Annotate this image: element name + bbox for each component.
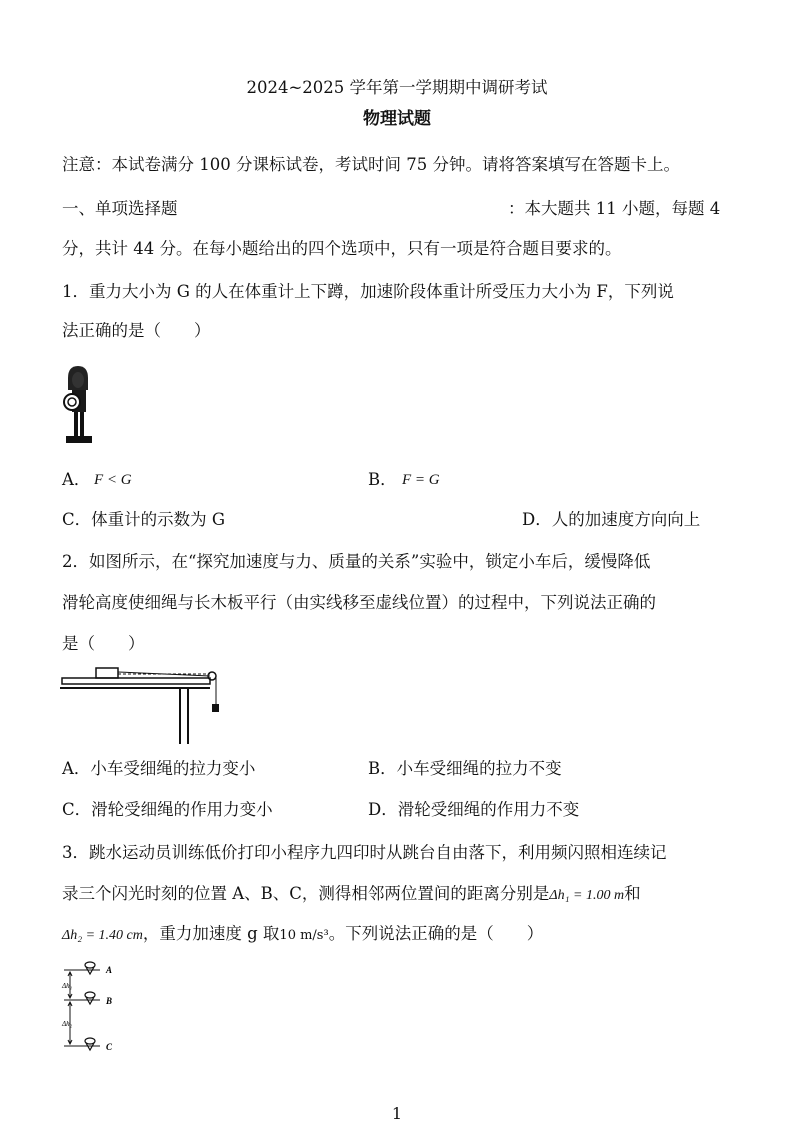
fig-label-c: C xyxy=(106,1042,113,1052)
q1-option-b: F = G xyxy=(402,472,440,488)
q1-stem-line2: 法正确的是（ ） xyxy=(62,321,211,340)
q2-stem-line2: 滑轮高度使细绳与长木板平行（由实线移至虚线位置）的过程中，下列说法正确的 xyxy=(62,593,656,612)
diver-positions-figure xyxy=(60,958,130,1058)
fig-label-a: A xyxy=(106,965,113,975)
q1-option-a-label: A． xyxy=(62,470,91,489)
fig-dh2-label: Δh₂ xyxy=(62,1020,73,1028)
diver-c-icon xyxy=(85,1038,95,1050)
q1-option-c: C．体重计的示数为 G xyxy=(62,510,226,529)
q3-dh2: Δh₂ = 1.40 cm xyxy=(62,928,143,943)
subject-title: 物理试题 xyxy=(363,109,431,129)
q2-stem-line3: 是（ ） xyxy=(62,634,145,653)
q2-option-b: B．小车受细绳的拉力不变 xyxy=(368,759,562,778)
q3-line2-text: 录三个闪光时刻的位置 A、B、C，测得相邻两位置间的距离分别是 xyxy=(62,884,550,903)
q2-option-d: D．滑轮受细绳的作用力不变 xyxy=(368,800,580,819)
exam-title: 2024~2025 学年第一学期期中调研考试 xyxy=(246,78,548,97)
q1-stem-line1: 1．重力大小为 G 的人在体重计上下蹲，加速阶段体重计所受压力大小为 F，下列说 xyxy=(62,282,674,301)
q2-stem-line1: 2．如图所示，在“探究加速度与力、质量的关系”实验中，锁定小车后，缓慢降低 xyxy=(62,552,651,571)
fig-label-b: B xyxy=(106,996,113,1006)
q1-option-a: F < G xyxy=(94,472,132,488)
q3-stem-line3 xyxy=(62,924,543,946)
q3-line2-post: 和 xyxy=(624,884,641,903)
q1-option-b-label: B． xyxy=(368,470,397,489)
q3-dh1: Δh₁ = 1.00 m xyxy=(549,888,625,903)
section-heading: 一、单项选择题 xyxy=(62,199,178,218)
fig-dh1-label: Δh₁ xyxy=(62,982,73,990)
q3-stem-line2 xyxy=(62,884,641,906)
section-desc-1: ：本大题共 11 小题，每题 4 xyxy=(508,199,721,218)
diver-a-icon xyxy=(85,962,95,974)
q2-option-a: A．小车受细绳的拉力变小 xyxy=(62,759,256,778)
person-on-scale-figure xyxy=(60,364,96,446)
q3-line3-mid: ，重力加速度 g 取 xyxy=(142,924,280,943)
q3-stem-line1: 3．跳水运动员训练低价打印小程序九四印时从跳台自由落下，利用频闪照相连续记 xyxy=(62,843,667,862)
q1-option-d: D．人的加速度方向向上 xyxy=(522,510,701,529)
q3-line3-post: 。下列说法正确的是（ ） xyxy=(328,924,544,943)
cart-pulley-figure xyxy=(60,662,222,746)
notice-text: 注意：本试卷满分 100 分课标试卷，考试时间 75 分钟。请将答案填写在答题卡上。 xyxy=(62,155,680,174)
diver-b-icon xyxy=(85,992,95,1004)
page-number: 1 xyxy=(391,1104,403,1123)
q2-option-c: C．滑轮受细绳的作用力变小 xyxy=(62,800,273,819)
q3-g-value: 10 m/s³ xyxy=(279,928,329,943)
section-desc-2: 分，共计 44 分。在每小题给出的四个选项中，只有一项是符合题目要求的。 xyxy=(62,239,622,258)
